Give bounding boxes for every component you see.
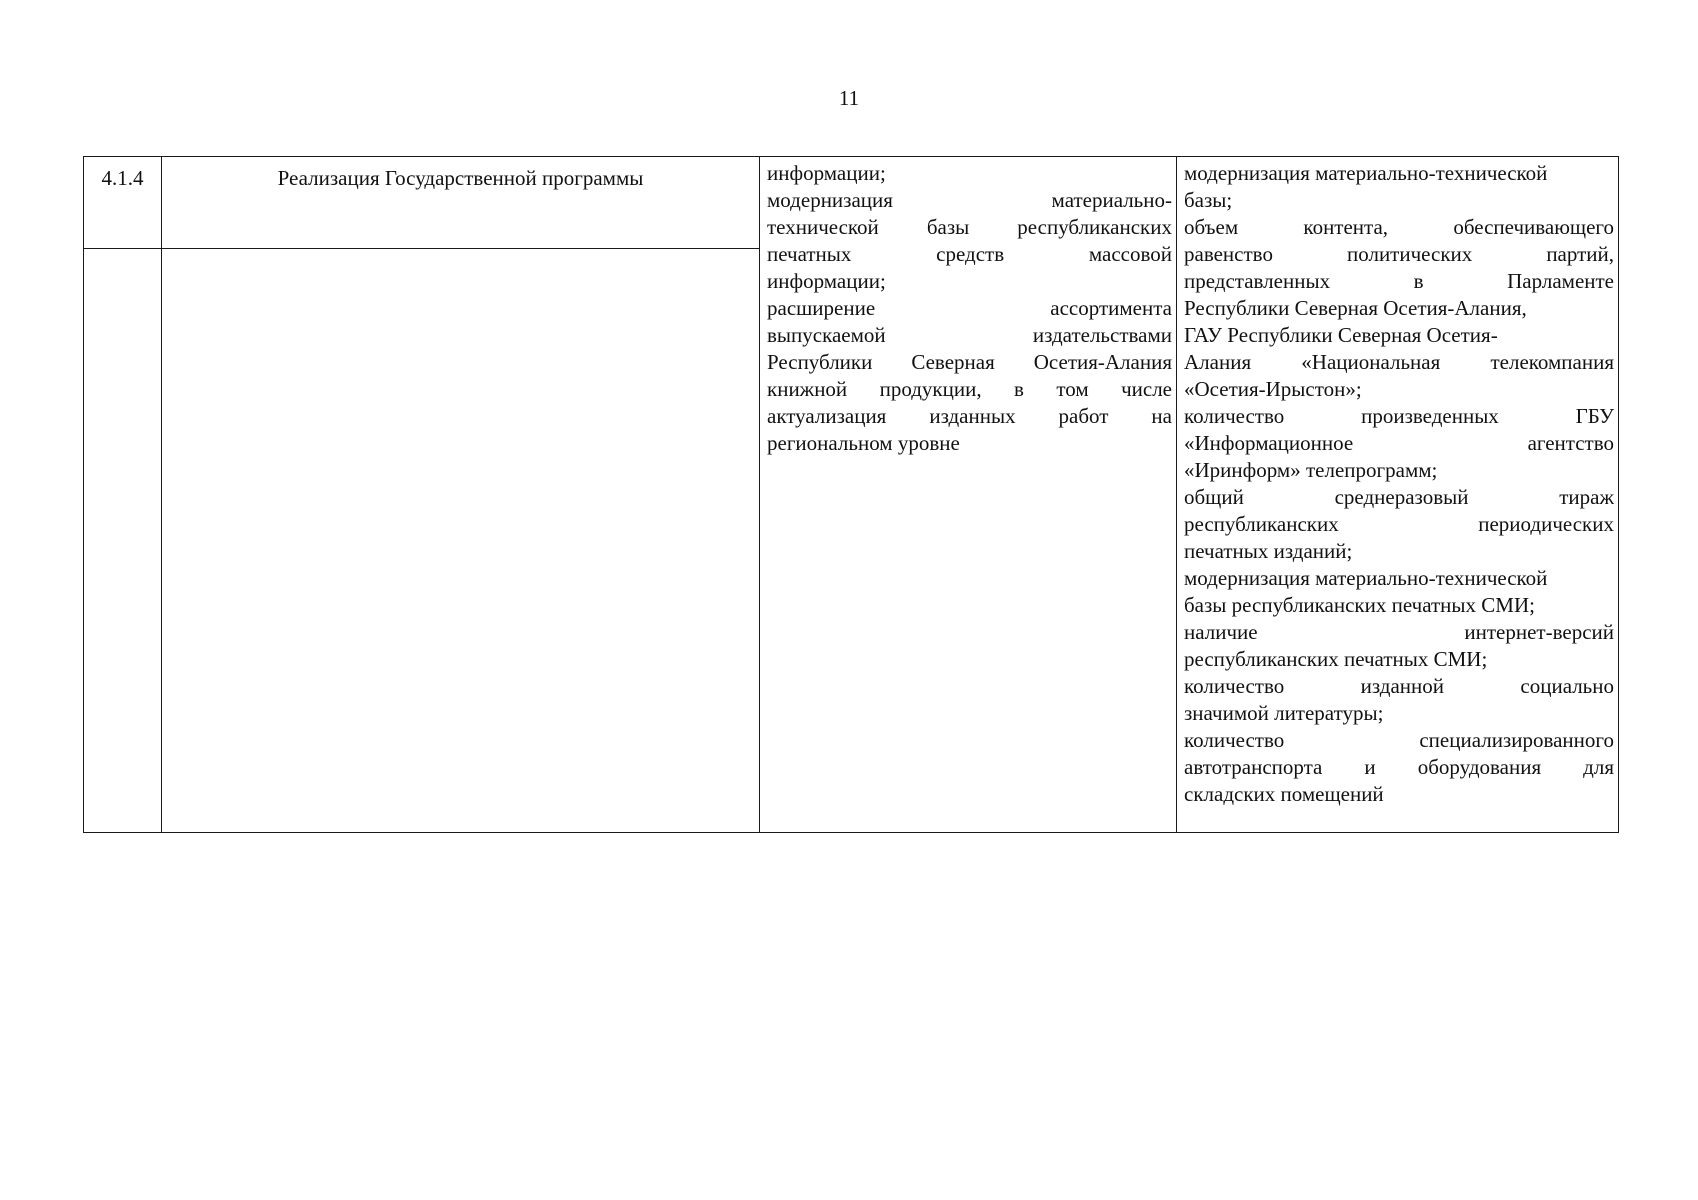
indicators-line: представленных в Парламенте [1184, 269, 1614, 293]
indicators-line: Алания «Национальная телекомпания [1184, 350, 1614, 374]
measures-line: актуализация изданных работ на [767, 404, 1172, 428]
indicators-line: республиканских периодических [1184, 512, 1614, 536]
indicators-line: базы республиканских печатных СМИ; [1184, 593, 1535, 617]
indicators-line: «Иринформ» телепрограмм; [1184, 458, 1438, 482]
measures-line: расширение ассортимента [767, 296, 1172, 320]
measures-line: книжной продукции, в том числе [767, 377, 1172, 401]
indicators-line: количество изданной социально [1184, 674, 1614, 698]
measures-line: региональном уровне [767, 431, 960, 455]
measures-line: выпускаемой издательствами [767, 323, 1172, 347]
indicators-line: количество специализированного [1184, 728, 1614, 752]
indicators-line: «Осетия-Ирыстон»; [1184, 377, 1362, 401]
indicators-line: республиканских печатных СМИ; [1184, 647, 1488, 671]
indicators-line: значимой литературы; [1184, 701, 1384, 725]
measures-line: информации; [767, 161, 886, 185]
measures-line: модернизация материально- [767, 188, 1172, 212]
indicators-line: равенство политических партий, [1184, 242, 1614, 266]
indicators-line: общий среднеразовый тираж [1184, 485, 1614, 509]
indicators-line: печатных изданий; [1184, 539, 1353, 563]
indicators-line: Республики Северная Осетия-Алания, [1184, 296, 1527, 320]
indicators-line: «Информационное агентство [1184, 431, 1614, 455]
indicators-line: наличие интернет-версий [1184, 620, 1614, 644]
item-code: 4.1.4 [101, 166, 144, 190]
measures-line: информации; [767, 269, 886, 293]
item-code-cell [84, 157, 162, 249]
empty-name-cell [162, 249, 760, 833]
table-row [84, 157, 1619, 249]
indicators-line: количество произведенных ГБУ [1184, 404, 1614, 428]
measures-cell [760, 157, 1177, 833]
indicators-text [1184, 160, 1614, 808]
program-table [83, 156, 1619, 833]
measures-line: технической базы республиканских [767, 215, 1172, 239]
indicators-line: складских помещений [1184, 782, 1384, 806]
item-name: Реализация Государственной программы [277, 166, 644, 190]
page-number: 11 [838, 86, 860, 110]
empty-code-cell [84, 249, 162, 833]
indicators-line: объем контента, обеспечивающего [1184, 215, 1614, 239]
measures-line: печатных средств массовой [767, 242, 1172, 266]
item-name-cell [162, 157, 760, 249]
measures-text [767, 160, 1172, 457]
indicators-line: модернизация материально-технической [1184, 161, 1548, 185]
measures-line: Республики Северная Осетия-Алания [767, 350, 1172, 374]
indicators-cell [1177, 157, 1619, 833]
indicators-line: модернизация материально-технической [1184, 566, 1548, 590]
indicators-line: ГАУ Республики Северная Осетия- [1184, 323, 1498, 347]
indicators-line: базы; [1184, 188, 1233, 212]
indicators-line: автотранспорта и оборудования для [1184, 755, 1614, 779]
